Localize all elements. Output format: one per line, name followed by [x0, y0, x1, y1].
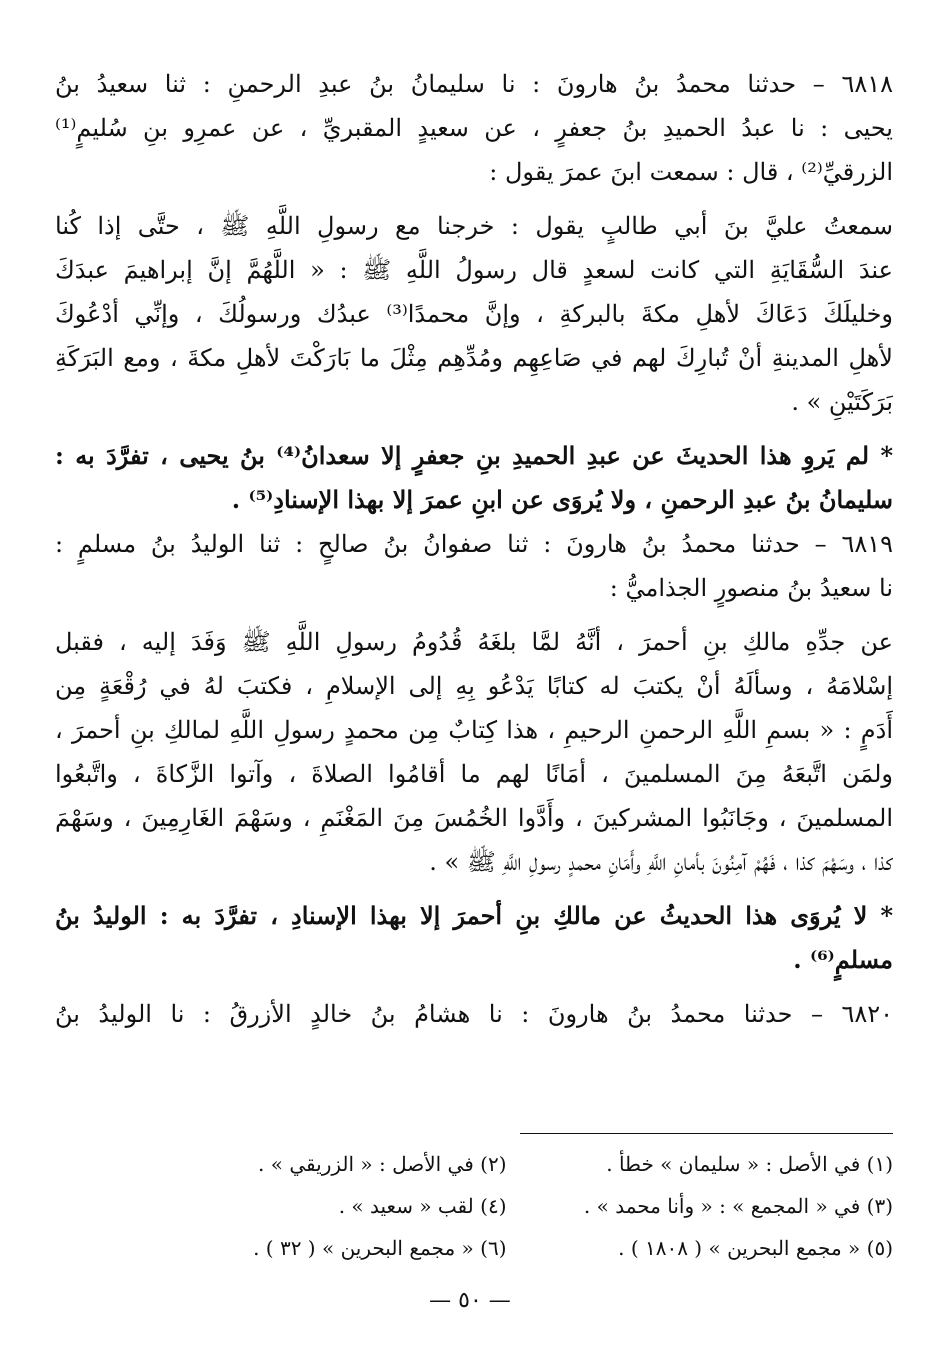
text-line: * لم يَروِ هذا الحديثَ عن عبدِ الحميدِ بنِ جعفرٍ إلا سعدانُ⁽⁴⁾ بنُ يحيى ، تفرَّدَ به :: [55, 441, 893, 470]
text-line: كذا ، وسَهْمَ كذا ، فَهُمْ آمِنُونَ بأمانِ اللَّهِ وأَمَانِ محمدٍ رسولِ اللَّهِ ﷺ » .: [429, 848, 893, 876]
text-line: سمعتُ عليَّ بنَ أبي طالبٍ يقول : خرجنا مع رسولِ اللَّهِ ﷺ ، حتَّى إذا كُنا: [55, 212, 893, 240]
text-line: الزرقيِّ⁽²⁾ ، قال : سمعت ابنَ عمرَ يقول :: [489, 158, 893, 186]
text-line: عن جدِّهِ مالكِ بنِ أحمرَ ، أنَّهُ لمَّا بلغَهُ قُدُومُ رسولِ اللَّهِ ﷺ وَفَدَ إليه ، فقبل: [55, 628, 893, 656]
text-line: نا سعيدُ بنُ منصورٍ الجذاميُّ :: [609, 574, 893, 602]
text-line: وخليلَكَ دَعَاكَ لأهلِ مكةَ بالبركةِ ، وإنَّ محمدًا⁽³⁾ عبدُك ورسولُكَ ، وإنِّي أدْعُوكَ: [55, 300, 893, 328]
text-line: يحيى : نا عبدُ الحميدِ بنُ جعفرٍ ، عن سعيدٍ المقبريِّ ، عن عمرِو بنِ سُليمٍ⁽¹⁾: [55, 114, 893, 142]
text-line: عندَ السُّقَايَةِ التي كانت لسعدٍ قال رسولُ اللَّهِ ﷺ : « اللَّهُمَّ إنَّ إبراهيمَ عبدَكَ: [55, 256, 893, 284]
text-line: المسلمينَ ، وجَانَبُوا المشركينَ ، وأَدَّوا الخُمُسَ مِنَ المَغْنَمِ ، وسَهْمَ الغَارِمِينَ ، وسَهْمَ: [55, 804, 893, 832]
text-line: سليمانُ بنُ عبدِ الرحمنِ ، ولا يُروَى عن ابنِ عمرَ إلا بهذا الإسنادِ⁽⁵⁾ .: [231, 485, 893, 514]
footnote-row: [120, 1143, 893, 1185]
footnote-divider: [520, 1133, 893, 1134]
footnote: (٦) « مجمع البحرين » ( ٣٢ ) .: [253, 1236, 507, 1260]
text-line: ولمَن اتَّبعَهُ مِنَ المسلمينَ ، أمَانًا لهم ما أقامُوا الصلاةَ ، وآتوا الزَّكاةَ ، واتَّبعُوا: [55, 760, 893, 788]
page-body: [55, 62, 893, 1036]
footnote: (٣) في « المجمع » : « وأنا محمد » .: [583, 1194, 893, 1218]
text-line: ٦٨١٨ – حدثنا محمدُ بنُ هارونَ : نا سليمانُ بنُ عبدِ الرحمنِ : ثنا سعيدُ بنُ: [55, 70, 893, 98]
footnote-row: [120, 1227, 893, 1269]
page-number: — ٥٠ —: [429, 1288, 511, 1313]
footnote: (١) في الأصل : « سليمان » خطأ .: [606, 1152, 893, 1176]
text-line: ٦٨٢٠ – حدثنا محمدُ بنُ هارونَ : نا هشامُ بنُ خالدٍ الأزرقُ : نا الوليدُ بنُ: [55, 1000, 893, 1028]
text-line: لأهلِ المدينةِ أنْ تُبارِكَ لهم في صَاعِهِم ومُدِّهِم مِثْلَ ما بَارَكْتَ لأهلِ مكةَ ، ومع البَرَكَةِ: [55, 344, 893, 372]
text-line: * لا يُروَى هذا الحديثُ عن مالكِ بنِ أحمرَ إلا بهذا الإسنادِ ، تفرَّدَ به : الوليدُ بنُ: [55, 901, 893, 930]
footnotes: [120, 1143, 893, 1269]
footnote-row: [120, 1185, 893, 1227]
text-line: أَدَمٍ : « بسمِ اللَّهِ الرحمنِ الرحيمِ ، هذا كِتابٌ مِن محمدٍ رسولِ اللَّهِ لمالكِ بنِ أحمرَ ،: [55, 716, 893, 744]
text-line: مسلمٍ⁽⁶⁾ .: [793, 945, 893, 974]
footnote: (٥) « مجمع البحرين » ( ١٨٠٨ ) .: [618, 1236, 893, 1260]
footnote: (٢) في الأصل : « الزريقي » .: [258, 1152, 507, 1176]
text-line: إسْلامَهُ ، وسألَهُ أنْ يكتبَ له كتابًا يَدْعُو بِهِ إلى الإسلامِ ، فكتبَ لهُ في رُقْعَةٍ مِن: [55, 672, 893, 700]
text-line: بَرَكَتَيْنِ » .: [791, 388, 893, 416]
text-line: ٦٨١٩ – حدثنا محمدُ بنُ هارونَ : ثنا صفوانُ بنُ صالحٍ : ثنا الوليدُ بنُ مسلمٍ :: [55, 530, 893, 558]
footnote: (٤) لقب « سعيد » .: [338, 1194, 507, 1218]
